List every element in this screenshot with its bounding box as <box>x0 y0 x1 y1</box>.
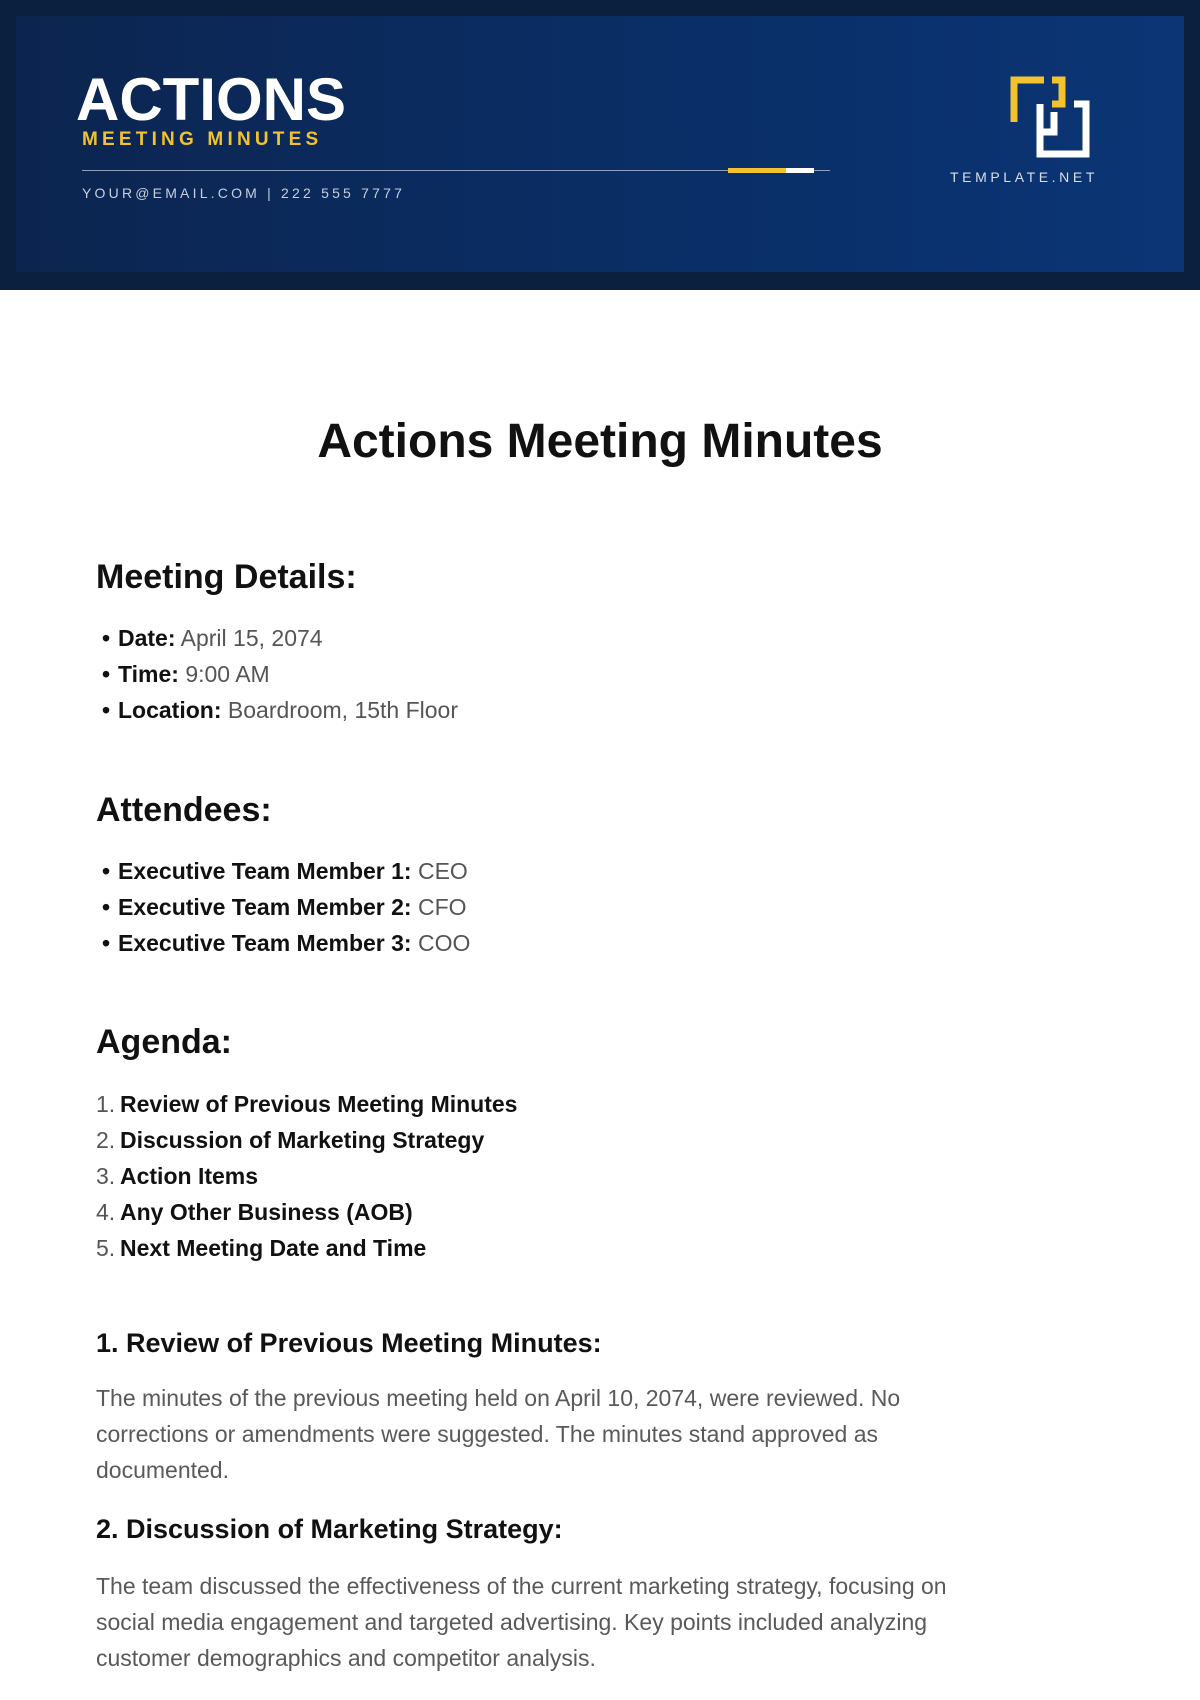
agenda-text: Review of Previous Meeting Minutes <box>120 1091 518 1117</box>
agenda-number: 3. <box>96 1163 116 1189</box>
bullet-icon: • <box>102 661 111 687</box>
brand-title: ACTIONS <box>76 66 346 133</box>
agenda-text: Action Items <box>120 1163 259 1189</box>
detail-value: 9:00 AM <box>185 661 270 687</box>
meeting-details-list <box>96 620 458 728</box>
list-item <box>96 1122 517 1158</box>
bullet-icon: • <box>102 930 111 956</box>
bullet-icon: • <box>102 894 111 920</box>
list-item <box>96 656 458 692</box>
attendees-heading: Attendees: <box>96 791 272 829</box>
attendees-list <box>96 853 470 961</box>
list-item <box>96 853 470 889</box>
paragraph-line: social media engagement and targeted advertising. Key points included analyzing <box>96 1609 928 1635</box>
divider-accent-yellow <box>728 168 786 173</box>
contact-info: YOUR@EMAIL.COM | 222 555 7777 <box>82 185 406 201</box>
section-heading: 2. Discussion of Marketing Strategy: <box>96 1514 563 1544</box>
detail-value: Boardroom, 15th Floor <box>227 697 459 723</box>
list-item <box>96 620 458 656</box>
list-item <box>96 692 458 728</box>
paragraph-line: customer demographics and competitor analysis. <box>96 1645 596 1671</box>
list-item <box>96 1086 517 1122</box>
list-item <box>96 889 470 925</box>
agenda-number: 5. <box>96 1235 116 1261</box>
attendee-label: Executive Team Member 1: <box>118 858 412 884</box>
divider-accent-white <box>786 168 814 173</box>
document-title: Actions Meeting Minutes <box>317 415 883 468</box>
list-item <box>96 1230 517 1266</box>
paragraph-line: corrections or amendments were suggested. The minutes stand approved as <box>96 1421 878 1447</box>
brand-subtitle: MEETING MINUTES <box>82 129 323 150</box>
paragraph-line: The team discussed the effectiveness of the current marketing strategy, focusing on <box>96 1573 947 1599</box>
agenda-number: 1. <box>96 1091 116 1117</box>
attendee-role: CFO <box>417 894 467 920</box>
detail-label: Date: <box>118 625 176 651</box>
attendee-role: COO <box>417 930 471 956</box>
logo-label: TEMPLATE.NET <box>950 169 1098 185</box>
bullet-icon: • <box>102 697 111 723</box>
paragraph-line: The minutes of the previous meeting held on April 10, 2074, were reviewed. No <box>96 1385 901 1411</box>
attendee-label: Executive Team Member 2: <box>118 894 412 920</box>
agenda-text: Next Meeting Date and Time <box>120 1235 427 1261</box>
agenda-list <box>96 1086 517 1266</box>
header-divider <box>82 170 830 171</box>
agenda-text: Discussion of Marketing Strategy <box>120 1127 485 1153</box>
agenda-number: 4. <box>96 1199 116 1225</box>
template-logo-icon <box>1010 74 1092 162</box>
detail-label: Time: <box>118 661 179 687</box>
agenda-heading: Agenda: <box>96 1023 232 1061</box>
detail-label: Location: <box>118 697 222 723</box>
bullet-icon: • <box>102 625 111 651</box>
bullet-icon: • <box>102 858 111 884</box>
section-paragraph <box>96 1568 1086 1676</box>
detail-value: April 15, 2074 <box>180 625 323 651</box>
agenda-text: Any Other Business (AOB) <box>120 1199 413 1225</box>
meeting-details-heading: Meeting Details: <box>96 558 357 596</box>
header-banner <box>0 0 1200 290</box>
section-heading: 1. Review of Previous Meeting Minutes: <box>96 1328 602 1358</box>
paragraph-line: documented. <box>96 1457 229 1483</box>
list-item <box>96 925 470 961</box>
attendee-role: CEO <box>417 858 468 884</box>
section-paragraph <box>96 1380 1086 1488</box>
list-item <box>96 1158 517 1194</box>
list-item <box>96 1194 517 1230</box>
attendee-label: Executive Team Member 3: <box>118 930 412 956</box>
agenda-number: 2. <box>96 1127 116 1153</box>
